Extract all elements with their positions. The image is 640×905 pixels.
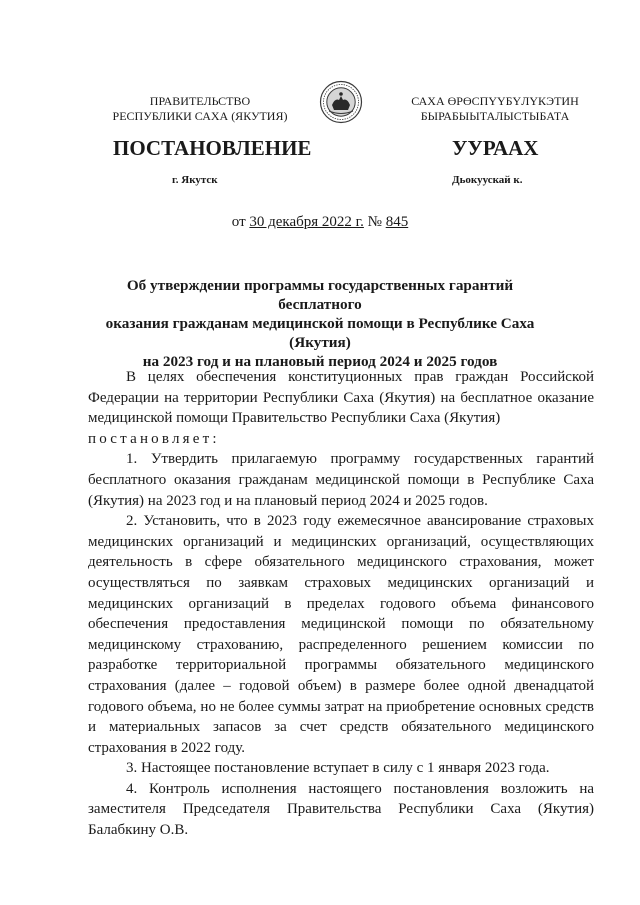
title-russian: ПОСТАНОВЛЕНИЕ — [113, 136, 312, 160]
paragraph-2: 2. Установить, что в 2023 году ежемесячное авансирование страховых медицинских организаций и медицинских организаций, осуществляющих деятельность в сфере обязательного медицинского страхования, может осуществляться по заявкам страховых медицинских организаций и медицинских организаций в пределах годового объема финансового обеспечения предоставления медицинской помощи по обязательному медицинскому страхованию, распределенного решением комиссии по разработке территориальной программы обязательного медицинского страхования (далее – годовой объем) в размере более одной двенадцатой годового объема, но не более суммы затрат на приобретение основных средств и материальных запасов за счет средств обязательного медицинского страхования в 2022 году. — [88, 513, 594, 756]
title-yakut: УУРААХ — [452, 136, 539, 160]
document-dateline — [0, 214, 640, 231]
header-left-line1: ПРАВИТЕЛЬСТВО — [149, 94, 251, 108]
number-prefix: № — [363, 214, 386, 230]
heading-line1: Об утверждении программы государственных гарантий бесплатного — [126, 277, 514, 313]
header-left — [100, 94, 300, 124]
heading-line2: оказания гражданам медицинской помощи в Республике Саха (Якутия) — [105, 315, 535, 351]
paragraph-3: 3. Настоящее постановление вступает в силу с 1 января 2023 года. — [126, 760, 550, 777]
document-date: 30 декабря 2022 г. — [249, 214, 364, 230]
paragraph-1: 1. Утвердить прилагаемую программу государственных гарантий бесплатного оказания гражданам медицинской помощи в Республике Саха (Якутия) на 2023 год и на плановый период 2024 и 2025 годов. — [88, 451, 594, 509]
city-yakut: Дьокуускай к. — [452, 174, 523, 186]
document-heading — [95, 276, 545, 371]
heading-line3: на 2023 год и на плановый период 2024 и 2025 годов — [142, 353, 498, 370]
date-prefix: от — [231, 214, 250, 230]
header-right-line1: САХА ӨРӨСПҮҮБҮЛҮКЭТИН — [411, 94, 579, 108]
coat-of-arms-icon — [319, 80, 363, 124]
paragraph-4: 4. Контроль исполнения настоящего постановления возложить на заместителя Председателя Правительства Республики Саха (Якутия) Балабкину О.В. — [88, 780, 594, 839]
intro-paragraph: В целях обеспечения конституционных прав граждан Российской Федерации на территории Республики Саха (Якутия) на бесплатное оказание медицинской помощи Правительство Республики Саха (Якутия) — [88, 369, 594, 427]
header-right — [390, 94, 600, 124]
header-right-line2: БЫРАБЫЫТАЛЫСТЫБАТА — [420, 109, 570, 123]
decree-word: постановляет: — [88, 430, 220, 447]
document-number: 845 — [385, 214, 409, 230]
city-russian: г. Якутск — [172, 174, 218, 186]
header-left-line2: РЕСПУБЛИКИ САХА (ЯКУТИЯ) — [112, 109, 288, 123]
document-body — [88, 367, 594, 841]
